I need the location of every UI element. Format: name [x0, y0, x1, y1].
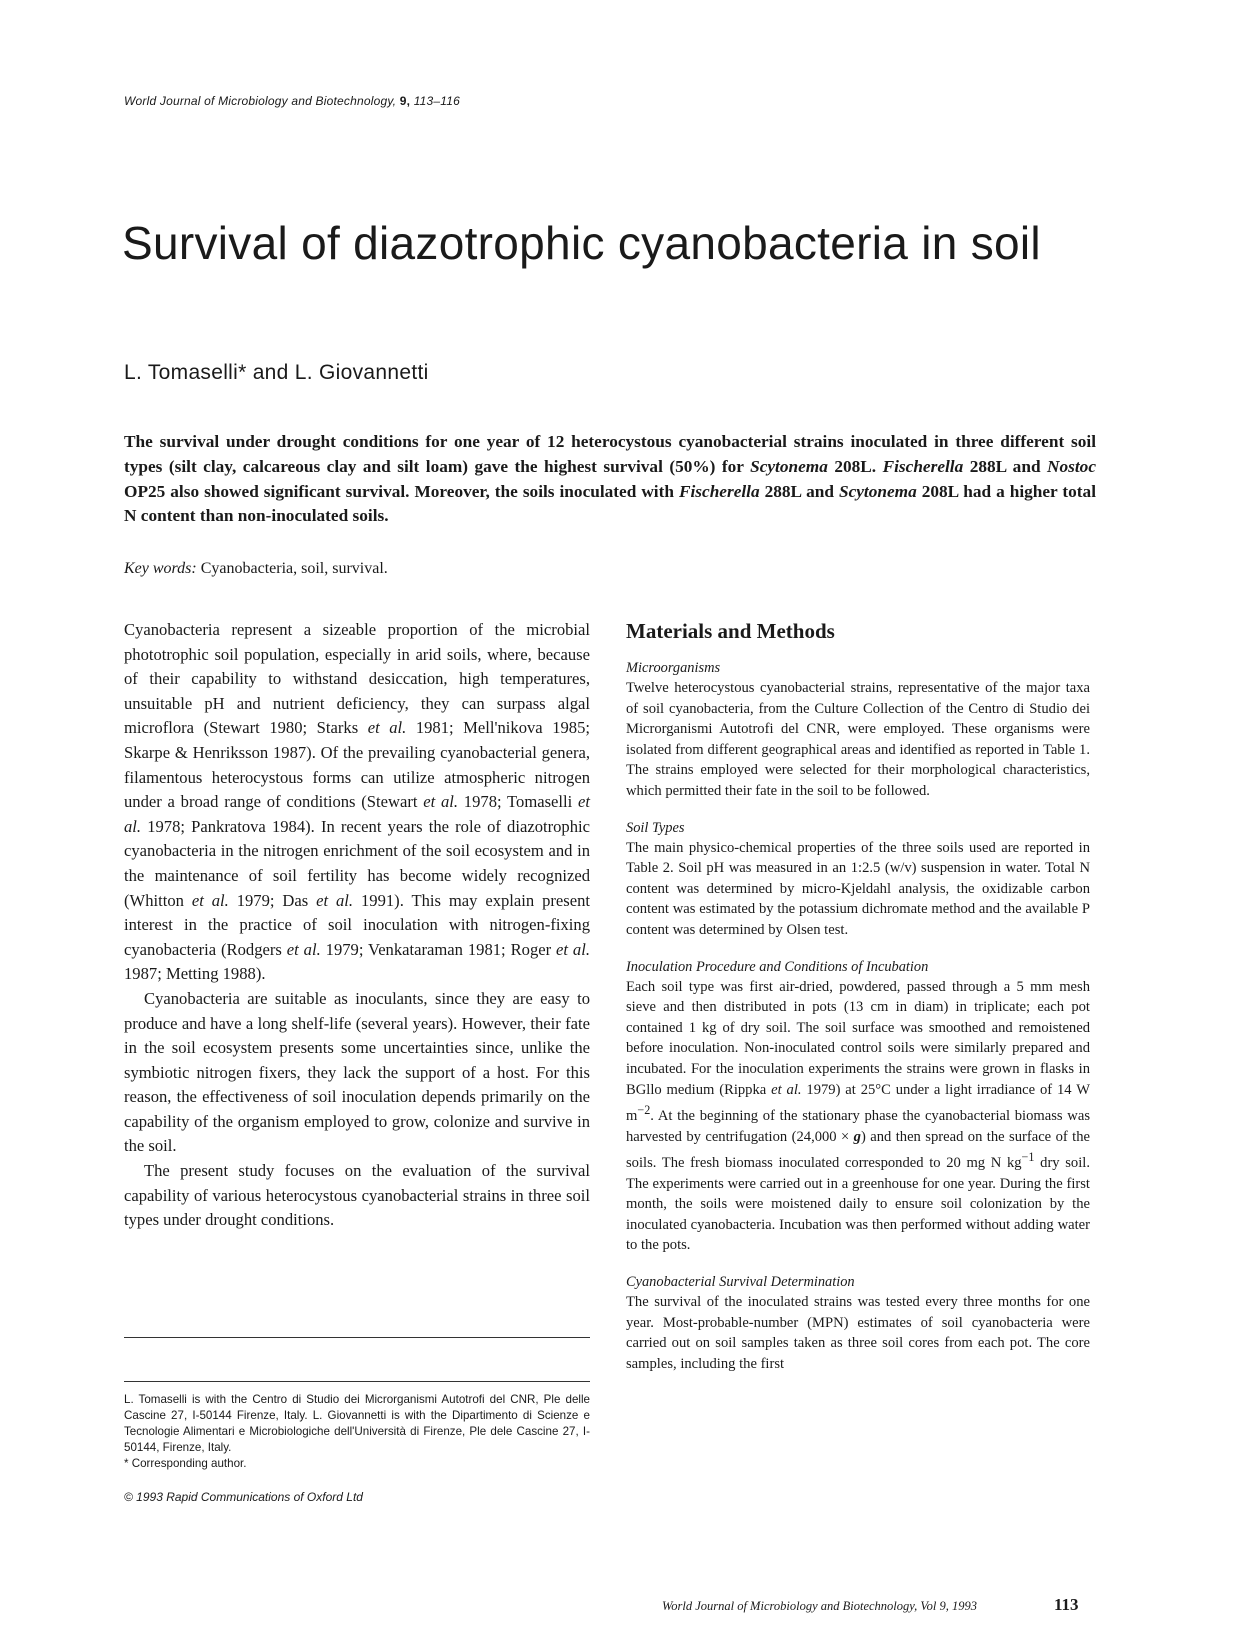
running-head-journal: World Journal of Microbiology and Biotechnology,	[124, 94, 397, 108]
genus-name: Fischerella	[882, 456, 964, 476]
intro-paragraph-1	[124, 618, 590, 987]
subsection-title: Microorganisms	[626, 660, 721, 676]
et-al: et al.	[191, 890, 229, 910]
authors: L. Tomaselli* and L. Giovannetti	[124, 361, 429, 384]
text-run: 1978; Tomaselli	[458, 792, 579, 812]
copyright: © 1993 Rapid Communications of Oxford Ltd	[124, 1490, 363, 1504]
subsection-title: Cyanobacterial Survival Determination	[626, 1273, 855, 1290]
intro-paragraph-3: The present study focuses on the evaluation of the survival capability of various heterocystous cyanobacterial strains in three soil types under drought conditions.	[124, 1161, 590, 1230]
subsection-text	[626, 977, 1090, 1256]
corresponding-author-note: * Corresponding author.	[124, 1457, 247, 1470]
text-run: ) and then spread on the surface of the soils. The fresh biomass inoculated corresponded to 20 mg N kg	[626, 1128, 1090, 1171]
et-al: et al.	[771, 1081, 802, 1098]
text-run: Cyanobacteria represent a sizeable proportion of the microbial phototrophic soil population, especially in arid soils, where, because of their capability to withstand desiccation, high temperatures, unsuitable pH and nutrient deficiency, they can surpass algal microflora (Stewart 1980; Starks	[124, 620, 590, 738]
text-run: Each soil type was first air-dried, powdered, passed through a 5 mm mesh sieve and then distributed in pots (13 cm in diam) in triplicate; each pot contained 1 kg of dry soil. The soil surface was smoothed and remoistened before inoculation. Non-inoculated control soils were similarly prepared and incubated. For the inoculation experiments the strains were grown in flasks in BGllo medium (Rippka	[626, 978, 1090, 1098]
section-heading-materials-methods: Materials and Methods	[626, 619, 835, 643]
genus-name: Scytonema	[750, 456, 828, 476]
footnote-rule	[124, 1381, 590, 1382]
text-run: 1981; Mell'nikova 1985; Skarpe & Henriksson 1987). Of the prevailing cyanobacterial genera, filamentous heterocystous forms can utilize atmospheric nitrogen under a broad range of conditions (Stewart	[124, 718, 590, 812]
et-al: et al.	[124, 792, 590, 836]
footer-journal: World Journal of Microbiology and Biotechnology, Vol 9, 1993	[661, 1599, 977, 1613]
right-column	[626, 618, 1090, 1390]
text-run: 1979; Venkataraman 1981; Roger	[320, 939, 557, 959]
subsection-inoculation	[626, 957, 1090, 1256]
abstract-text: 208L.	[827, 456, 883, 476]
et-al: et al.	[316, 890, 354, 910]
genus-name: Fischerella	[678, 481, 760, 501]
affiliation-text: L. Tomaselli is with the Centro di Studio dei Microrganismi Autotrofi del CNR, Ple delle Cascine 27, I-50144 Firenze, Italy. L. Giovannetti is with the Dipartimento di Scienze e Tecnologie Alimentari e Microbiologiche dell'Università di Firenze, Ple dele Cascine 27, I-50144, Firenze, Italy.	[124, 1393, 590, 1454]
text-run: 1979) at 25°C under a light irradiance of 14 W m	[626, 1081, 1090, 1124]
superscript: −1	[1021, 1150, 1035, 1165]
article-title: Survival of diazotrophic cyanobacteria in soil	[122, 217, 1041, 269]
text-run: 1987; Metting 1988).	[124, 964, 266, 984]
abstract-text: 288L and	[963, 456, 1048, 476]
keywords-list: Cyanobacteria, soil, survival.	[200, 560, 388, 577]
subsection-title: Inoculation Procedure and Conditions of Incubation	[626, 958, 929, 975]
et-al: et al.	[286, 939, 321, 959]
column-end-rule	[124, 1337, 590, 1338]
subsection-soil-types	[626, 818, 1090, 941]
running-head	[124, 94, 460, 108]
page-number: 113	[1054, 1595, 1079, 1614]
g-force-symbol: g	[853, 1128, 861, 1145]
genus-name: Scytonema	[838, 481, 917, 501]
text-run: 1978; Pankratova 1984). In recent years the role of diazotrophic cyanobacteria in the nitrogen enrichment of the soil ecosystem and in the maintenance of soil fertility has become widely recognized (Whitton	[124, 816, 590, 910]
et-al: et al.	[423, 792, 459, 812]
text-run: 1991). This may explain present interest in the practice of soil inoculation with nitrogen-fixing cyanobacteria (Rodgers	[124, 890, 591, 959]
et-al: et al.	[556, 939, 590, 959]
abstract	[124, 430, 1096, 529]
text-run: . At the beginning of the stationary phase the cyanobacterial biomass was harvested by centrifugation (24,000 ×	[626, 1107, 1090, 1145]
author-affiliation	[124, 1392, 590, 1472]
et-al: et al.	[367, 718, 407, 738]
keywords-label: Key words:	[124, 560, 197, 577]
subsection-text: The survival of the inoculated strains was tested every three months for one year. Most-probable-number (MPN) estimates of soil cyanobacteria were carried out on soil samples taken as three soil cores from each pot. The core samples, including the first	[626, 1293, 1090, 1372]
subsection-text: Twelve heterocystous cyanobacterial strains, representative of the major taxa of soil cyanobacteria, from the Culture Collection of the Centro di Studio dei Microrganismi Autotrofi del CNR, were employed. These organisms were isolated from different geographical areas and identified as reported in Table 1. The strains employed were selected for their morphological characteristics, which permitted their fate in the soil to be followed.	[626, 680, 1090, 799]
left-column	[124, 618, 590, 1233]
intro-paragraph-2: Cyanobacteria are suitable as inoculants, since they are easy to produce and have a long shelf-life (several years). However, their fate in the soil ecosystem presents some uncertainties since, unlike the symbiotic nitrogen fixers, they lack the support of a host. For this reason, the effectiveness of soil inoculation depends primarily on the capability of the organism employed to grow, colonize and survive in the soil.	[124, 988, 590, 1156]
superscript: −2	[637, 1103, 651, 1118]
text-run: 1979; Das	[228, 890, 317, 910]
genus-name: Nostoc	[1047, 456, 1096, 476]
abstract-text: 208L had a higher total N content than non-inoculated soils.	[124, 481, 1096, 526]
subsection-microorganisms	[626, 658, 1090, 802]
running-head-volume: 9,	[399, 94, 411, 108]
abstract-text: OP25 also showed significant survival. Moreover, the soils inoculated with	[124, 481, 679, 501]
abstract-text: 288L and	[759, 481, 839, 501]
running-head-pages: 113–116	[413, 94, 461, 108]
subsection-text: The main physico-chemical properties of the three soils used are reported in Table 2. Soil pH was measured in an 1:2.5 (w/v) suspension in water. Total N content was determined by micro-Kjeldahl analysis, the oxidizable carbon content was estimated by the potassium dichromate method and the available P content was determined by Olsen test.	[626, 839, 1090, 938]
abstract-text: The survival under drought conditions for one year of 12 heterocystous cyanobacterial strains inoculated in three different soil types (silt clay, calcareous clay and silt loam) gave the highest survival (50%) for	[124, 432, 1096, 476]
keywords	[124, 560, 388, 578]
subsection-title: Soil Types	[626, 819, 685, 836]
subsection-survival	[626, 1272, 1090, 1374]
text-run: dry soil. The experiments were carried out in a greenhouse for one year. During the first month, the soils were moistened daily to ensure soil colonization by the inoculated cyanobacteria. Incubation was then performed without adding water to the pots.	[626, 1155, 1090, 1254]
